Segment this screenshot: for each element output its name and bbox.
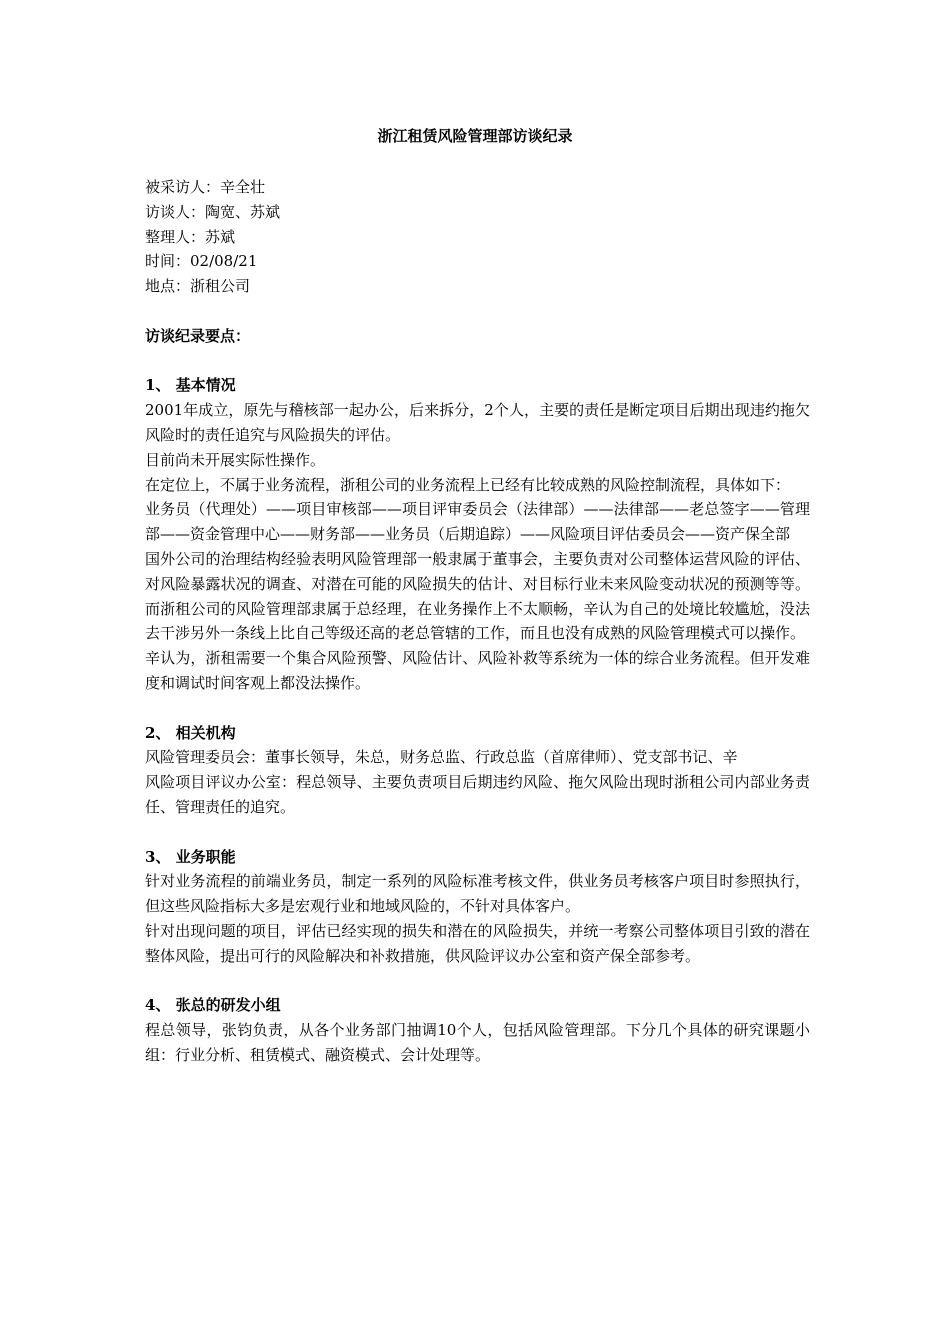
- paragraph: 在定位上，不属于业务流程，浙租公司的业务流程上已经有比较成熟的风险控制流程，具体如下：: [145, 475, 791, 494]
- meta-interviewers: 访谈人：陶宽、苏斌: [145, 202, 281, 221]
- paragraph: 针对出现问题的项目，评估已经实现的损失和潜在的风险损失，并统一考察公司整体项目引致的潜在整体风险，提出可行的风险解决和补救措施，供风险评议办公室和资产保全部参考。: [145, 921, 810, 965]
- section-heading: 3、 业务职能: [145, 847, 236, 866]
- section-basic-info: [145, 373, 810, 695]
- paragraph: 风险项目评议办公室：程总领导、主要负责项目后期违约风险、拖欠风险出现时浙租公司内部业务责任、管理责任的追究。: [145, 773, 810, 816]
- interview-meta: [145, 175, 810, 299]
- section-business-functions: [145, 845, 810, 969]
- paragraph: 业务员（代理处）——项目审核部——项目评审委员会（法律部）——法律部——老总签字——管理部——资金管理中心——财务部——业务员（后期追踪）——风险项目评估委员会——资产保全部: [145, 500, 810, 544]
- paragraph: 目前尚未开展实际性操作。: [145, 450, 326, 469]
- paragraph: 辛认为，浙租需要一个集合风险预警、风险估计、风险补救等系统为一体的综合业务流程。但开发难度和调试时间客观上都没法操作。: [145, 649, 810, 692]
- meta-interviewee: 被采访人：辛全壮: [145, 178, 266, 196]
- document-title: 浙江租赁风险管理部访谈纪录: [377, 127, 573, 145]
- section-heading: 4、 张总的研发小组: [145, 996, 281, 1015]
- meta-location: 地点：浙租公司: [145, 277, 251, 296]
- section-related-orgs: [145, 721, 810, 820]
- section-heading: 1、 基本情况: [145, 376, 236, 395]
- meta-recorder: 整理人：苏斌: [145, 227, 236, 246]
- summary-heading: 访谈纪录要点：: [145, 326, 251, 345]
- paragraph: 风险管理委员会：董事长领导，朱总，财务总监、行政总监（首席律师）、党支部书记、辛: [145, 748, 738, 767]
- meta-date: 时间：02/08/21: [145, 252, 258, 271]
- document-body: [145, 175, 810, 1068]
- paragraph: 程总领导，张钧负责，从各个业务部门抽调10个人，包括风险管理部。下分几个具体的研究课题小组：行业分析、租赁模式、融资模式、会计处理等。: [145, 1021, 810, 1064]
- section-heading: 2、 相关机构: [145, 723, 236, 742]
- paragraph: 2001年成立，原先与稽核部一起办公，后来拆分，2个人，主要的责任是断定项目后期出现违约拖欠风险时的责任追究与风险损失的评估。: [145, 401, 810, 444]
- section-rd-group: [145, 993, 810, 1067]
- paragraph: 针对业务流程的前端业务员，制定一系列的风险标准考核文件，供业务员考核客户项目时参照执行，但这些风险指标大多是宏观行业和地域风险的，不针对具体客户。: [145, 872, 810, 916]
- paragraph: 国外公司的治理结构经验表明风险管理部一般隶属于董事会，主要负责对公司整体运营风险的评估、对风险暴露状况的调查、对潜在可能的风险损失的估计、对目标行业未来风险变动状况的预测等等。而浙租公司的风险管理部隶属于总经理，在业务操作上不太顺畅，辛认为自己的处境比较尴尬，没法去干涉另外一条线上比自己等级还高的老总管辖的工作，而且也没有成熟的风险管理模式可以操作。: [145, 549, 810, 643]
